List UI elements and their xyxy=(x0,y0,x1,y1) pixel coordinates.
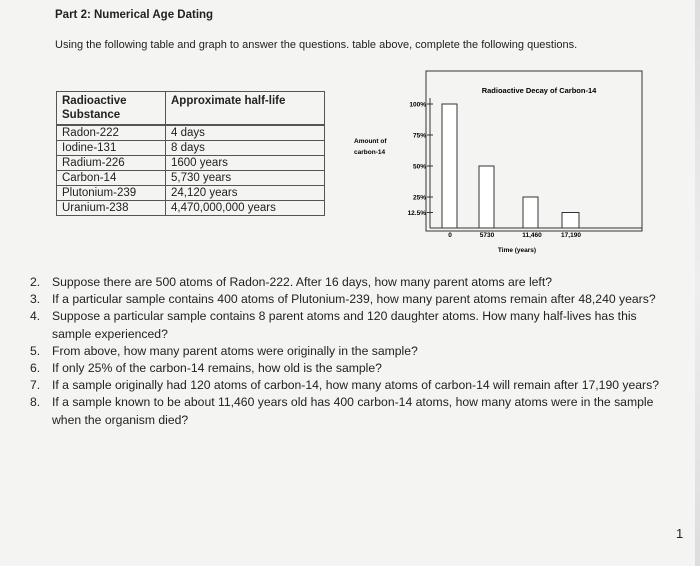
table-header-row xyxy=(57,92,325,126)
table-row xyxy=(57,125,325,141)
bar-2 xyxy=(523,197,538,228)
question-text: If a particular sample contains 400 atoms of Plutonium-239, how many parent atoms remain after 48,240 years? xyxy=(52,292,656,307)
substance-cell: Uranium-238 xyxy=(57,201,166,216)
table-row xyxy=(57,171,325,186)
section-heading: Part 2: Numerical Age Dating xyxy=(55,9,214,21)
substance-cell: Radon-222 xyxy=(57,125,166,141)
question-text: From above, how many parent atoms were originally in the sample? xyxy=(52,343,418,358)
y-tick-label: 50% xyxy=(412,163,426,171)
question-number: 8. xyxy=(30,395,41,410)
table-row xyxy=(57,141,325,156)
half-life-cell: 24,120 years xyxy=(166,186,325,201)
y-tick-label: 75% xyxy=(412,132,426,140)
half-life-table xyxy=(56,91,325,216)
substance-cell: Carbon-14 xyxy=(57,171,166,186)
question-text: If a sample known to be about 11,460 years old has 400 carbon-14 atoms, how many atoms were in the sample when the organism died? xyxy=(52,395,654,427)
bar-3 xyxy=(562,213,579,229)
question-text: If only 25% of the carbon-14 remains, how old is the sample? xyxy=(52,361,382,376)
half-life-cell: 4,470,000,000 years xyxy=(166,201,325,216)
substance-cell: Iodine-131 xyxy=(57,141,166,156)
table-row xyxy=(57,201,325,216)
question-text: If a sample originally had 120 atoms of carbon-14, how many atoms of carbon-14 will remain after 17,190 years? xyxy=(52,378,659,393)
y-axis-label: carbon-14 xyxy=(354,149,386,156)
half-life-cell: 8 days xyxy=(166,141,325,156)
question-item xyxy=(30,291,670,308)
question-item xyxy=(30,343,670,360)
question-item xyxy=(30,274,670,291)
half-life-cell: 4 days xyxy=(166,125,325,141)
question-number: 4. xyxy=(30,309,41,324)
instructions-text: Using the following table and graph to answer the questions. table above, complete the following questions. xyxy=(55,39,578,51)
y-tick-label: 25% xyxy=(412,194,426,202)
question-text: Suppose there are 500 atoms of Radon-222. After 16 days, how many parent atoms are left? xyxy=(52,275,552,289)
y-tick-label: 100% xyxy=(409,101,426,109)
question-number: 6. xyxy=(30,361,41,376)
question-item xyxy=(30,308,670,342)
question-item xyxy=(30,394,670,428)
header-half-life: Approximate half-life xyxy=(166,92,325,126)
x-tick-label: 5730 xyxy=(479,232,495,239)
bar-1 xyxy=(479,166,494,228)
question-number: 3. xyxy=(30,292,41,307)
x-tick-label: 0 xyxy=(448,232,452,239)
page-edge xyxy=(695,0,700,566)
table-row xyxy=(57,186,325,201)
questions-list xyxy=(30,274,670,429)
y-tick-label: 12.5% xyxy=(407,210,426,217)
bar-0 xyxy=(442,104,457,228)
substance-cell: Radium-226 xyxy=(57,156,166,171)
table-row xyxy=(57,156,325,171)
carbon-14-decay-chart xyxy=(345,68,655,268)
header-substance: Radioactive Substance xyxy=(57,92,166,126)
chart-title: Radioactive Decay of Carbon-14 xyxy=(481,86,597,95)
half-life-cell: 1600 years xyxy=(166,156,325,171)
substance-cell: Plutonium-239 xyxy=(57,186,166,201)
x-tick-label: 11,460 xyxy=(522,232,542,239)
half-life-cell: 5,730 years xyxy=(166,171,325,186)
question-number: 7. xyxy=(30,378,41,393)
question-text: Suppose a particular sample contains 8 parent atoms and 120 daughter atoms. How many half-lives has this sample experienced? xyxy=(52,309,637,341)
y-axis-label: Amount of xyxy=(354,138,387,145)
question-number: 5. xyxy=(30,343,41,358)
question-item xyxy=(30,377,670,394)
question-number: 2. xyxy=(30,275,41,289)
x-tick-label: 17,190 xyxy=(561,232,581,239)
x-axis-label: Time (years) xyxy=(497,247,537,254)
question-item xyxy=(30,360,670,377)
page-number: 1 xyxy=(676,526,684,541)
